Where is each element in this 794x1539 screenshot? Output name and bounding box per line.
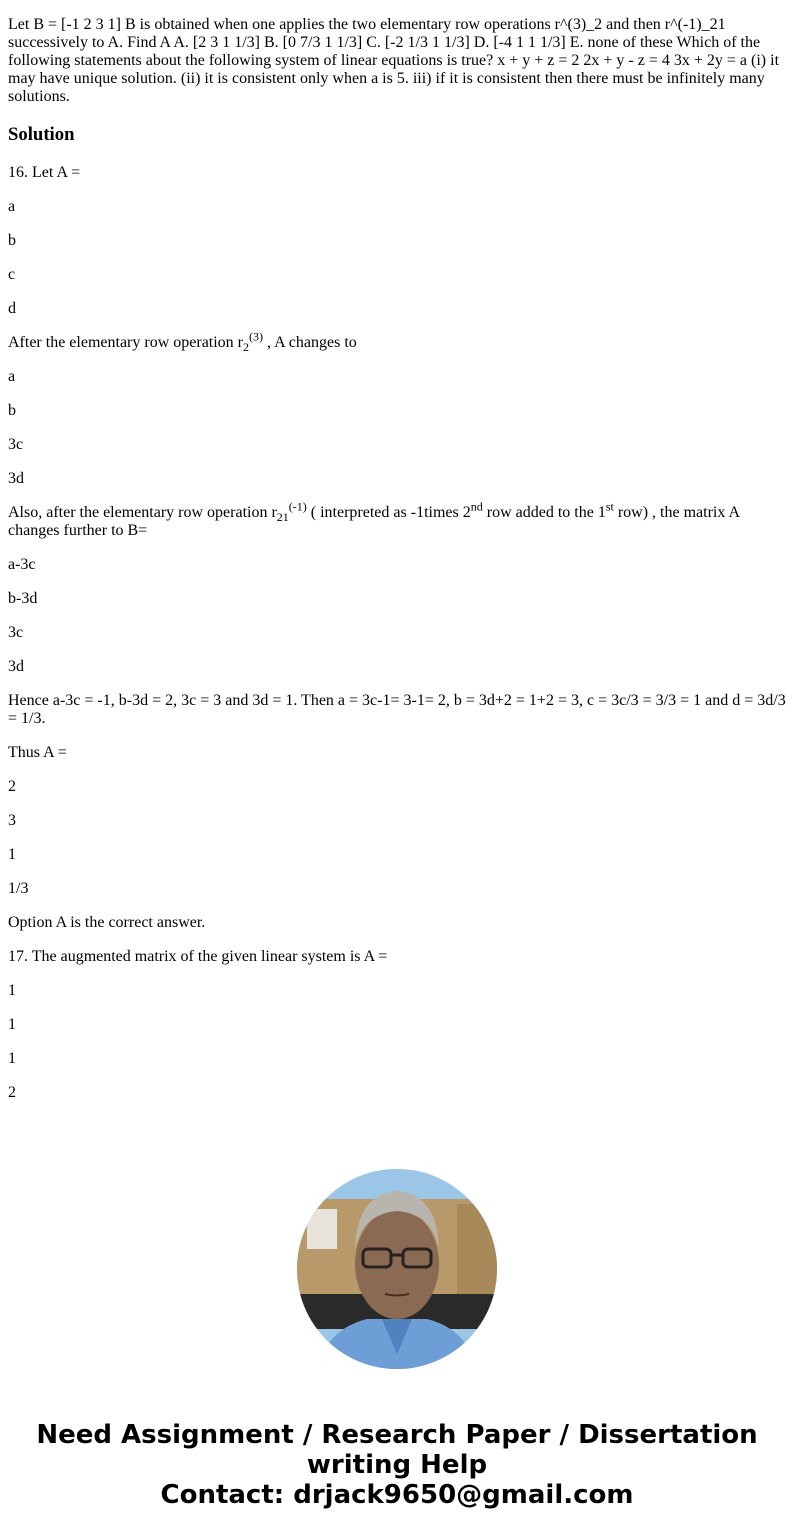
avatar-photo: [297, 1169, 497, 1369]
matrix-a-entry: d: [8, 300, 16, 317]
promo-line-2: writing Help: [306, 1450, 488, 1480]
promo-banner: [0, 1420, 794, 1510]
hence-paragraph: Hence a-3c = -1, b-3d = 2, 3c = 3 and 3d = 1. Then a = 3c-1= 3-1= 2, b = 3d+2 = 1+2 = 3, c = 3c/3 = 3/3 = 1 and d = 3d/3 = 1/3.: [8, 692, 786, 727]
matrix-b-entry: b-3d: [8, 590, 38, 607]
matrix-aug-entry: 1: [8, 982, 16, 999]
matrix-aug-entry: 2: [8, 1084, 16, 1101]
matrix-op1-entry: 3d: [8, 470, 24, 487]
matrix-a-entry: c: [8, 266, 16, 283]
document-body: [0, 16, 794, 1102]
answer-statement: Option A is the correct answer.: [8, 914, 206, 931]
matrix-b-entry: 3d: [8, 658, 24, 675]
author-avatar: [297, 1169, 497, 1369]
promo-line-1: Need Assignment / Research Paper / Dissertation: [36, 1420, 758, 1450]
matrix-aug-entry: 1: [8, 1050, 16, 1067]
matrix-result-entry: 3: [8, 812, 16, 829]
matrix-aug-entry: 1: [8, 1016, 16, 1033]
q17-intro: 17. The augmented matrix of the given linear system is A =: [8, 948, 388, 965]
matrix-b-entry: 3c: [8, 624, 24, 641]
question-text: Let B = [-1 2 3 1] B is obtained when one applies the two elementary row operations r^(3)_2 and then r^(-1)_21 successively to A. Find A A. [2 3 1 1/3] B. [0 7/3 1 1/3] C. [-2 1/3 1 1/3] D. [-4 1 1 1/3] E. none of these Which of the following statements about the following system of linear equations is true? x + y + z = 2 2x + y - z = 4 3x + 2y = a (i) it may have unique solution. (ii) it is consistent only when a is 5. iii) if it is consistent then there must be infinitely many solutions.: [8, 16, 780, 105]
matrix-a-entry: b: [8, 232, 16, 249]
matrix-result-entry: 1/3: [8, 880, 29, 897]
matrix-a-entry: a: [8, 198, 16, 215]
matrix-b-entry: a-3c: [8, 556, 36, 573]
promo-contact[interactable]: Contact: drjack9650@gmail.com: [160, 1480, 634, 1510]
row-operation-2: Also, after the elementary row operation $r_{21}^{(-1)}$ ( interpreted as -1times 2nd row added to the 1st row) , the matrix A changes further to B=: [8, 499, 740, 539]
matrix-op1-entry: a: [8, 368, 16, 385]
matrix-op1-entry: b: [8, 402, 16, 419]
solution-heading: Solution: [8, 124, 75, 145]
matrix-op1-entry: 3c: [8, 436, 24, 453]
matrix-result-entry: 2: [8, 778, 16, 795]
q16-intro: 16. Let A =: [8, 164, 81, 181]
row-operation-1: After the elementary row operation $r_2^{(3)}$ , A changes to: [8, 329, 357, 355]
matrix-result-entry: 1: [8, 846, 16, 863]
thus-label: Thus A =: [8, 744, 67, 761]
person-portrait-icon: [297, 1169, 497, 1369]
